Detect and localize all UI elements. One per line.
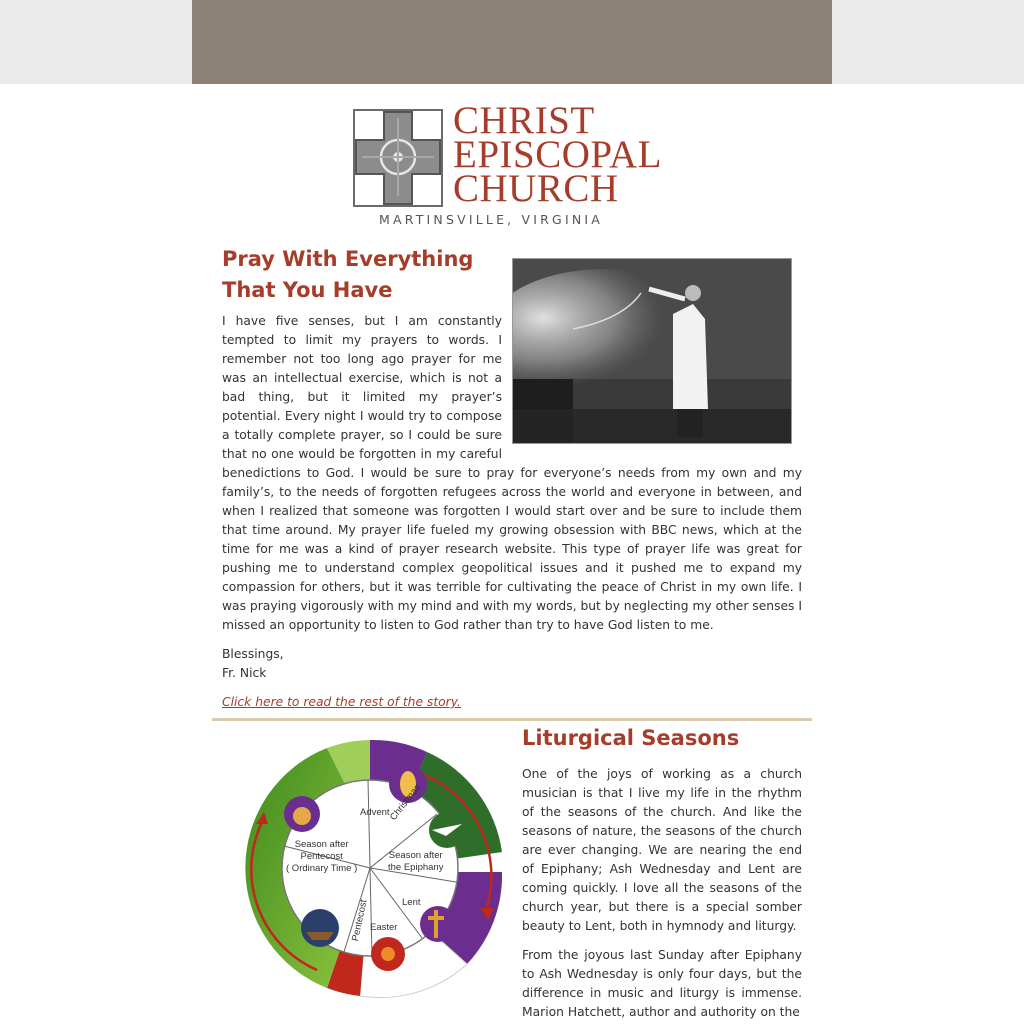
- label-easter: Easter: [370, 922, 398, 933]
- church-location: MARTINSVILLE, VIRGINIA: [379, 212, 604, 227]
- liturgical-wheel: [232, 732, 508, 1002]
- article-body: I have five senses, but I am constantly tempted to limit my prayers to words. I remember not too long ago prayer for me was an intellectual exercise, which is not a bad thing, but it limited my prayer’s potential. Every night I would try to compose a totally complete prayer, so I could be sure that no one would be forgotten in my careful benedictions to God. I would be sure to pray for everyone’s needs from my own and my family’s, to the needs of forgotten refugees across the world and everyone in between, and when I realized that someone was forgotten I would start over and be sure to include them that time around. My prayer life fueled my growing obsession with BBC news, which at the time for me was a kind of prayer research website. This type of prayer life was great for pushing me to understand complex geopolitical issues and it pushed me to expand my compassion for others, but it was terrible for cultivating the peace of Christ in my own life. I was praying vigorously with my mind and with my words, but by neglecting my other senses I missed an opportunity to listen to God rather than try to have God listen to me.: [222, 314, 802, 632]
- label-pentecost: Pentecost: [350, 898, 370, 943]
- header-banner: [192, 0, 832, 84]
- article2-title: Liturgical Seasons: [522, 726, 740, 750]
- section-divider: [212, 718, 812, 721]
- article-title: Pray With Everything That You Have: [222, 247, 474, 302]
- label-advent: Advent: [360, 807, 390, 818]
- article-liturgical-seasons: [522, 723, 802, 1032]
- article2-paragraph-1: One of the joys of working as a church musician is that I live my life in the rhythm of the seasons of the church. And like the seasons of nature, the seasons of the church are ever changing. We are nearing the end of Epiphany; Ash Wednesday and Lent are coming quickly. I love all the seasons of the church year, but there is a special somber beauty to Lent, both in hymnody and liturgy.: [522, 767, 802, 933]
- label-lent: Lent: [402, 897, 421, 908]
- article2-paragraph-2: From the joyous last Sunday after Epiphany to Ash Wednesday is only four days, but the difference in music and liturgy is immense. Marion Hatchett, author and authority on the: [522, 948, 802, 1019]
- article-pray: [222, 244, 802, 712]
- signature: Fr. Nick: [222, 666, 267, 680]
- celtic-cross-icon: [350, 106, 446, 210]
- church-name: CHRIST EPISCOPAL CHURCH: [453, 99, 662, 210]
- incense-photo: [512, 258, 792, 444]
- read-more-link[interactable]: Click here to read the rest of the story.: [222, 695, 461, 709]
- label-ordinary-time: Season after Pentecost ( Ordinary Time ): [286, 839, 358, 874]
- label-christmas: Christmas: [388, 782, 423, 823]
- top-band: [0, 0, 1024, 84]
- label-epiphany: Season after the Epiphany: [388, 850, 444, 873]
- closing: Blessings,: [222, 647, 284, 661]
- priest-incense-image: [513, 259, 791, 443]
- church-logo[interactable]: [350, 99, 680, 234]
